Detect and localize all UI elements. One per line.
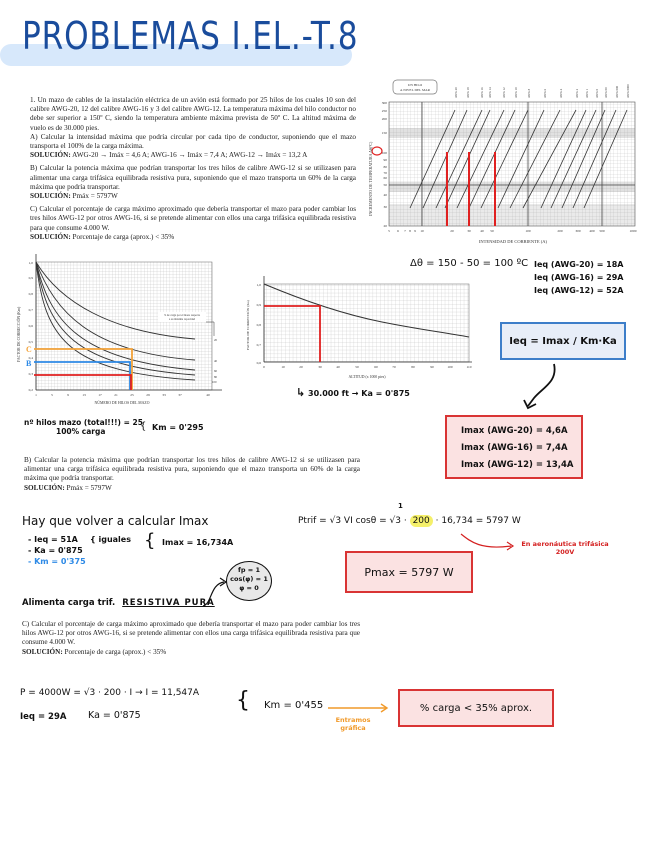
iguales-note: { iguales (90, 535, 131, 544)
problem-text: 1. Un mazo de cables de la instalación eléctrica de un avión está formado por 25 hilos de los cuales 10 son del calibre AWG-20, 12 del calibre AWG-16 y 3 del calibre AWG-12. La temperatura máxima del hilo conductor no debe ser superior a 150º C, siendo la temperatura ambiente máxima prevista de 50º C. La altitud máxima de vuelo es de 30.000 pies. (30, 96, 356, 132)
svg-text:FACTOR DE CORRECCIÓN (Ka): FACTOR DE CORRECCIÓN (Ka) (246, 300, 250, 350)
svg-text:1,0: 1,0 (28, 261, 33, 265)
svg-text:100: 100 (381, 151, 387, 155)
problem-statement (30, 96, 356, 242)
circled-100-marker (372, 147, 382, 155)
part-b-text: B) Calcular la potencia máxima que podrían transportar los tres hilos de calibre AWG-12 si se utilizasen para alimentar una carga trifásica equilibrada resistiva pura, suponiendo que el mazo transporta un 60% de la carga máxima que podría transportar. (30, 164, 356, 191)
part-c-km: Km = 0'455 (264, 700, 324, 711)
svg-text:29: 29 (146, 393, 150, 397)
pmax-result-box: Pmax = 5797 W (345, 551, 473, 593)
voltage-highlight: 200 (410, 515, 433, 527)
svg-text:30: 30 (383, 205, 387, 209)
svg-text:80: 80 (411, 365, 415, 369)
svg-text:5: 5 (51, 393, 53, 397)
svg-text:300: 300 (381, 101, 387, 105)
imax-awg16: Imax (AWG-16) = 7,4A (461, 443, 568, 453)
recalc-values: - Ieq = 51A - Ka = 0'875 - Km = 0'375 (28, 535, 86, 566)
svg-text:50: 50 (355, 365, 359, 369)
svg-text:0,9: 0,9 (28, 276, 33, 280)
svg-text:60: 60 (374, 365, 378, 369)
svg-text:0,6: 0,6 (28, 324, 33, 328)
svg-text:0,8: 0,8 (256, 323, 261, 327)
svg-text:0,7: 0,7 (28, 308, 33, 312)
svg-text:70: 70 (392, 365, 396, 369)
svg-text:AWG 4: AWG 4 (559, 88, 563, 98)
svg-text:250: 250 (381, 109, 387, 113)
svg-text:5: 5 (388, 229, 390, 233)
svg-text:17: 17 (98, 393, 102, 397)
svg-text:90: 90 (383, 158, 387, 162)
svg-text:AWG 0: AWG 0 (595, 88, 599, 98)
svg-text:ALTITUD (x 1000 pies): ALTITUD (x 1000 pies) (348, 375, 386, 379)
svg-text:AWG 000: AWG 000 (615, 85, 619, 98)
imax-awg12: Imax (AWG-12) = 13,4A (461, 460, 574, 470)
solution-b: SOLUCIÓN: Pmáx = 5797W (30, 192, 118, 201)
svg-text:300: 300 (575, 229, 581, 233)
svg-text:NÚMERO DE HILOS DEL MAZO: NÚMERO DE HILOS DEL MAZO (94, 401, 150, 405)
alimenta-note: Alimenta carga trif. RESISTIVA PURA (22, 598, 215, 608)
page-title (22, 14, 358, 58)
svg-text:AWG 10: AWG 10 (514, 87, 518, 98)
svg-text:0,2: 0,2 (28, 388, 33, 392)
part-b-repeat: B) Calcular la potencia máxima que podrían transportar los tres hilos de calibre AWG-12 si se utilizasen para alimentar una carga trifásica equilibrada resistiva pura, suponiendo que el mazo transporta un 60% de la carga máxima que podría transportar. SOLUCIÓN: Pmáx = 5797W (24, 456, 360, 492)
curved-arrow-icon (520, 362, 560, 412)
svg-text:80: 80 (214, 375, 217, 379)
ieq-awg16: Ieq (AWG-16) = 29A (534, 273, 624, 282)
svg-text:50: 50 (490, 229, 494, 233)
svg-text:0,9: 0,9 (256, 303, 261, 307)
chart-ka-altitude (232, 270, 472, 385)
svg-text:50: 50 (383, 183, 387, 187)
svg-text:AWG 00: AWG 00 (604, 87, 608, 98)
svg-text:FACTOR DE CORRECCIÓN (Km): FACTOR DE CORRECCIÓN (Km) (17, 306, 21, 362)
svg-text:80: 80 (383, 165, 387, 169)
svg-text:200: 200 (557, 229, 563, 233)
svg-text:30: 30 (467, 229, 471, 233)
svg-text:AWG 2: AWG 2 (575, 88, 579, 98)
svg-text:AWG 12: AWG 12 (502, 87, 506, 98)
svg-text:37: 37 (178, 393, 182, 397)
svg-text:0,7: 0,7 (256, 343, 261, 347)
svg-text:100: 100 (447, 365, 453, 369)
recalc-title: Hay que volver a calcular Imax (22, 514, 209, 528)
cos-equals-one: 1 (398, 502, 403, 510)
brace-icon-3: { (236, 688, 250, 713)
svg-text:AWG 0000: AWG 0000 (626, 84, 630, 98)
solution-c: SOLUCIÓN: Porcentaje de carga (aprox.) < 35% (30, 232, 175, 241)
brace-icon-2: { (144, 530, 156, 551)
svg-text:0,5: 0,5 (28, 340, 33, 344)
svg-text:A NIVEL DEL MAR: A NIVEL DEL MAR (400, 88, 430, 92)
svg-text:7: 7 (404, 229, 406, 233)
part-c-repeat: C) Calcular el porcentaje de carga máximo aproximado que debería transportar el mazo para poder cambiar los tres hilos AWG-12 por otros AWG-16, si se pretende alimentar con ellos una carga trifásica equilibrada resistiva para que consume 4.000 W. SOLUCIÓN: Porcentaje de carga (aprox.) < 35% (22, 620, 360, 656)
svg-text:0,4: 0,4 (28, 356, 33, 360)
svg-text:100: 100 (212, 380, 217, 384)
svg-text:400: 400 (589, 229, 595, 233)
svg-text:40: 40 (480, 229, 484, 233)
part-c-ka: Ka = 0'875 (88, 710, 141, 721)
svg-text:60: 60 (214, 369, 217, 373)
delta-theta-note: Δθ = 150 - 50 = 100 ºC (410, 258, 529, 269)
svg-text:90: 90 (430, 365, 434, 369)
ieq-awg12: Ieq (AWG-12) = 52A (534, 286, 624, 295)
svg-text:70: 70 (383, 171, 387, 175)
svg-text:10: 10 (420, 229, 424, 233)
ptrif-equation: Ptrif = √3 VI cosθ = √3 · 200 · 16,734 = 5797 W (298, 516, 521, 526)
solution-a: SOLUCIÓN: AWG-20 → Imáx = 4,6 A; AWG-16 → Imáx = 7,4 A; AWG-12 → Imáx = 13,2 A (30, 151, 308, 160)
svg-text:10: 10 (281, 365, 285, 369)
label-b: B (26, 359, 32, 368)
svg-text:40: 40 (214, 359, 217, 363)
imax-results-box (445, 415, 583, 479)
svg-text:INCREMENTO DE TEMPERATURA Δθ(º: INCREMENTO DE TEMPERATURA Δθ(ºC) (368, 141, 373, 216)
chart-km-wires (0, 252, 232, 412)
svg-text:150: 150 (381, 131, 387, 135)
svg-text:8: 8 (409, 229, 411, 233)
svg-text:1,0: 1,0 (256, 283, 261, 287)
svg-text:1000: 1000 (629, 229, 637, 233)
aeronautica-note: En aeronáutica trifásica 200V (521, 540, 609, 556)
part-c-equation: P = 4000W = √3 · 200 · I → I = 11,547A (20, 688, 200, 698)
svg-text:25: 25 (130, 393, 134, 397)
svg-text:9: 9 (67, 393, 69, 397)
chart-temperature-current (365, 76, 647, 250)
load-percentage-result-box: % carga < 35% aprox. (398, 689, 554, 727)
part-c-ieq: Ieq = 29A (20, 712, 67, 722)
svg-text:40: 40 (336, 365, 340, 369)
svg-text:100: 100 (525, 229, 531, 233)
svg-text:% de carga por el mazo respect: % de carga por el mazo respecto (163, 314, 201, 317)
svg-text:AWG 16: AWG 16 (480, 87, 484, 98)
svg-text:AWG 20: AWG 20 (454, 87, 458, 98)
svg-text:20: 20 (383, 224, 387, 228)
svg-text:0,8: 0,8 (28, 292, 33, 296)
orange-arrow-icon (326, 702, 392, 714)
formula-box (500, 322, 626, 360)
wire-count-note: nº hilos mazo (total!!!) = 25 100% carga (24, 418, 143, 436)
svg-text:33: 33 (162, 393, 166, 397)
power-factor-circle: fp = 1 cos(φ) = 1 φ = 0 (226, 561, 272, 601)
part-c-text: C) Calcular el porcentaje de carga máximo aproximado que debería transportar el mazo para poder cambiar los tres hilos AWG-12 por otros AWG-16, si se pretende alimentar con ellos una carga trifásica equilibrada resistiva para que consume 4.000 W. (30, 205, 356, 232)
svg-text:a su máxima capacidad: a su máxima capacidad (168, 318, 196, 321)
ieq-awg20: Ieq (AWG-20) = 18A (534, 260, 624, 269)
imax-awg20: Imax (AWG-20) = 4,6A (461, 426, 568, 436)
svg-text:21: 21 (114, 393, 118, 397)
svg-text:AWG 14: AWG 14 (488, 87, 492, 98)
svg-text:60: 60 (383, 176, 387, 180)
title-code: I.EL.-T.8 (231, 14, 359, 58)
ieq-formula: Ieq = Imax / Km·Ka (509, 335, 617, 347)
svg-text:0,3: 0,3 (28, 372, 33, 376)
svg-text:500: 500 (599, 229, 605, 233)
svg-text:110: 110 (466, 365, 472, 369)
recalc-imax: Imax = 16,734A (162, 538, 234, 547)
svg-text:1: 1 (35, 393, 37, 397)
altitude-note: ↳ 30.000 ft → Ka = 0'875 (296, 386, 410, 399)
svg-text:AWG 8: AWG 8 (527, 88, 531, 98)
brace-icon: { (140, 421, 147, 432)
svg-text:200: 200 (381, 117, 387, 121)
svg-text:20: 20 (214, 338, 217, 342)
label-c: C (26, 345, 32, 354)
arrow-icon: ↳ (296, 386, 306, 399)
svg-text:0,6: 0,6 (256, 361, 261, 365)
svg-text:13: 13 (82, 393, 86, 397)
svg-text:0: 0 (263, 365, 265, 369)
title-main: PROBLEMAS (22, 14, 221, 58)
svg-text:AWG 18: AWG 18 (466, 87, 470, 98)
ieq-list (534, 258, 624, 297)
svg-text:40: 40 (206, 393, 210, 397)
svg-text:20: 20 (299, 365, 303, 369)
svg-text:30: 30 (318, 365, 322, 369)
svg-text:6: 6 (397, 229, 399, 233)
svg-text:20: 20 (450, 229, 454, 233)
part-a-text: A) Calcular la intensidad máxima que podría circular por cada tipo de conductor, suponiendo que el mazo transporta el 100% de la carga máxima. (30, 132, 356, 151)
entramos-grafica-note: Entramos gráfica (335, 716, 371, 732)
km-note: Km = 0'295 (152, 423, 204, 432)
svg-text:40: 40 (383, 193, 387, 197)
svg-text:9: 9 (414, 229, 416, 233)
svg-text:AWG 1: AWG 1 (585, 88, 589, 98)
svg-text:INTENSIDAD DE CORRIENTE (A): INTENSIDAD DE CORRIENTE (A) (478, 239, 548, 244)
svg-text:UN HILO: UN HILO (407, 83, 423, 87)
svg-text:AWG 6: AWG 6 (543, 88, 547, 98)
